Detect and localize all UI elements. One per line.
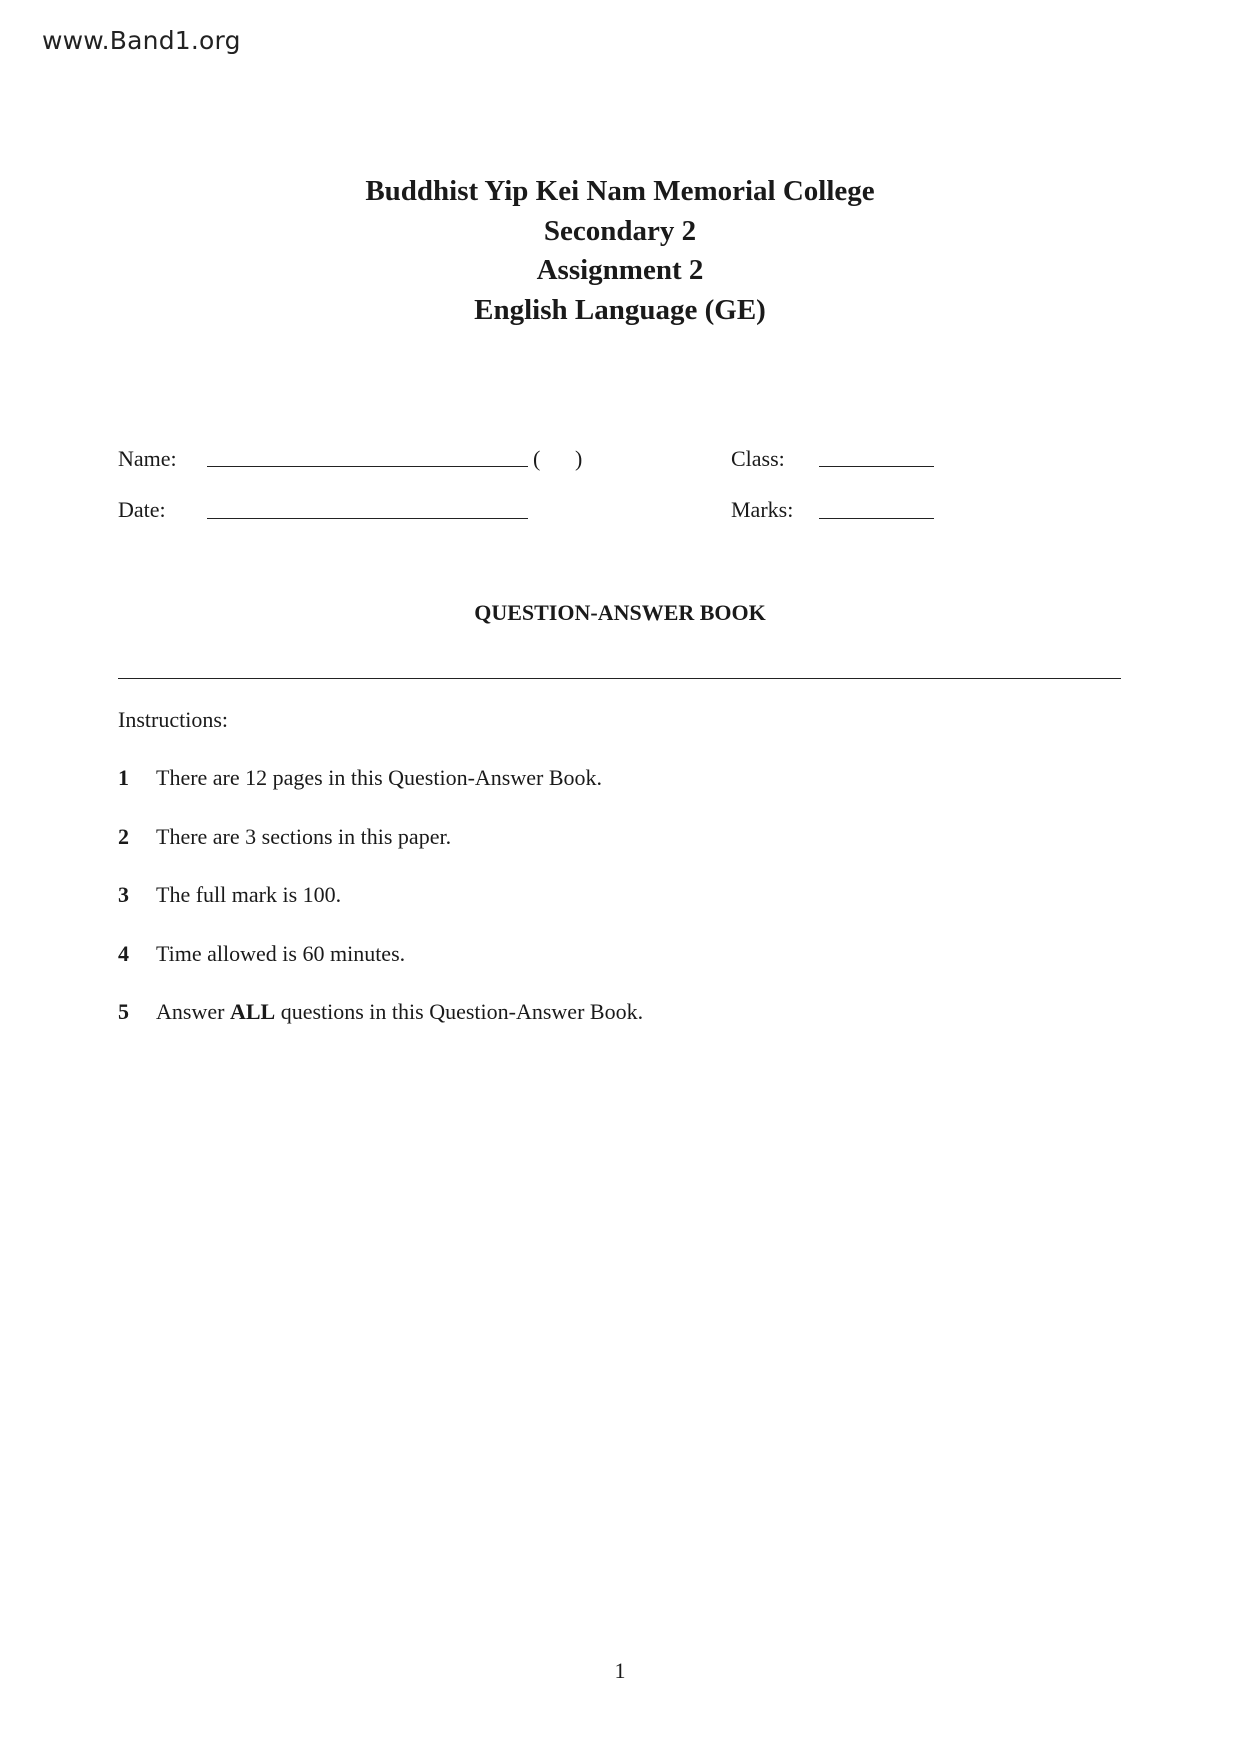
instruction-number: 2: [118, 823, 129, 849]
instruction-number: 3: [118, 882, 129, 908]
class-label: Class:: [731, 446, 785, 471]
instruction-text-before: Answer: [156, 999, 230, 1025]
instruction-text: There are 3 sections in this paper.: [156, 823, 452, 849]
name-field[interactable]: [207, 466, 528, 467]
class-field[interactable]: [819, 466, 934, 467]
instruction-text: The full mark is 100.: [156, 882, 342, 908]
watermark-url: www.Band1.org: [42, 26, 241, 55]
instruction-text: [156, 999, 643, 1025]
book-title: QUESTION-ANSWER BOOK: [474, 600, 766, 625]
instruction-item: [118, 824, 1118, 883]
marks-field[interactable]: [819, 518, 934, 519]
instructions-list: [118, 765, 1118, 1058]
instruction-number: 1: [118, 765, 129, 790]
divider-line: [118, 678, 1121, 679]
page-number: 1: [614, 1658, 626, 1683]
class-number-paren-open: (: [533, 446, 541, 471]
class-number-paren-close: ): [575, 446, 583, 471]
grade-level: Secondary 2: [543, 214, 697, 247]
instruction-item: [118, 999, 1118, 1058]
name-label: Name:: [118, 446, 177, 471]
instruction-item: [118, 882, 1118, 941]
date-label: Date:: [118, 497, 166, 522]
instruction-item: [118, 765, 1118, 824]
assignment-title: Assignment 2: [536, 254, 704, 286]
instruction-text-emphasis: ALL: [229, 999, 276, 1025]
subject-title: English Language (GE): [474, 293, 766, 326]
school-name: Buddhist Yip Kei Nam Memorial College: [365, 175, 875, 207]
instruction-text: There are 12 pages in this Question-Answer Book.: [156, 765, 603, 790]
marks-label: Marks:: [731, 497, 794, 522]
instruction-text: Time allowed is 60 minutes.: [156, 940, 406, 966]
instruction-number: 4: [118, 940, 129, 966]
instruction-number: 5: [118, 999, 129, 1025]
document-header: [0, 172, 1240, 330]
date-field[interactable]: [207, 518, 528, 519]
instructions-heading: Instructions:: [118, 707, 228, 732]
instruction-item: [118, 941, 1118, 1000]
instruction-text-after: questions in this Question-Answer Book.: [275, 999, 644, 1025]
